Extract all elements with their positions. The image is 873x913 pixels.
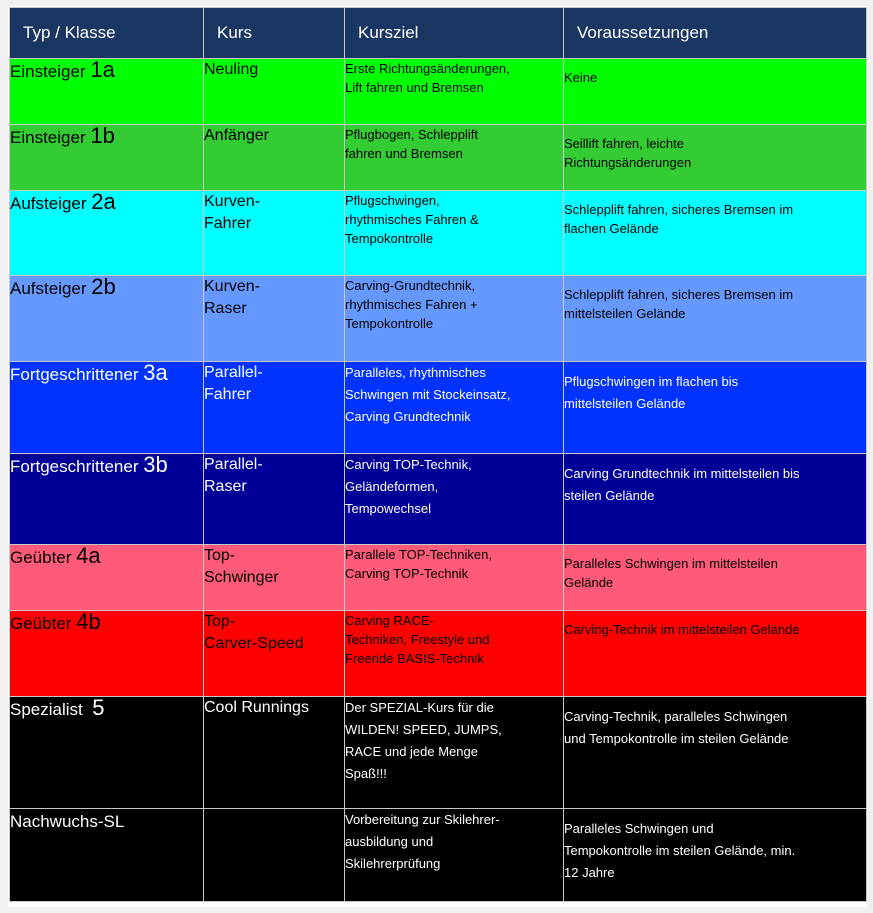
cell-typ-klasse bbox=[10, 362, 204, 454]
kursziel-line: Carving Grundtechnik bbox=[345, 409, 471, 424]
cell-voraussetzungen bbox=[564, 809, 867, 902]
kurs-line: Carver-Speed bbox=[204, 635, 304, 652]
kursziel-line: Tempokontrolle bbox=[345, 231, 434, 246]
klasse-number: 4b bbox=[76, 609, 101, 634]
kursziel-line: fahren und Bremsen bbox=[345, 146, 463, 161]
header-voraussetzungen: Voraussetzungen bbox=[564, 8, 867, 59]
table-row bbox=[10, 545, 867, 611]
cell-kursziel bbox=[345, 809, 564, 902]
table-row bbox=[10, 362, 867, 454]
typ-label: Geübter bbox=[10, 614, 77, 633]
cell-kurs bbox=[204, 809, 345, 902]
kursziel-line: Parallele TOP-Techniken, bbox=[345, 547, 492, 562]
cell-kurs bbox=[204, 454, 345, 545]
cell-voraussetzungen bbox=[564, 545, 867, 611]
kursziel-line: Tempokontrolle bbox=[345, 316, 434, 331]
table-row bbox=[10, 59, 867, 125]
kurs-line: Cool Runnings bbox=[204, 699, 309, 716]
voraussetzung-line: Tempokontrolle im steilen Gelände, min. bbox=[564, 843, 796, 858]
voraussetzung-line: flachen Gelände bbox=[564, 221, 659, 236]
cell-typ-klasse bbox=[10, 454, 204, 545]
kursziel-line: Tempowechsel bbox=[345, 501, 431, 516]
voraussetzung-line: mittelsteilen Gelände bbox=[564, 396, 686, 411]
voraussetzung-line: mittelsteilen Gelände bbox=[564, 306, 686, 321]
klasse-number: 2b bbox=[91, 274, 116, 299]
cell-kursziel bbox=[345, 454, 564, 545]
klasse-number: 1b bbox=[90, 123, 115, 148]
klasse-number: 2a bbox=[91, 189, 116, 214]
cell-kursziel bbox=[345, 545, 564, 611]
voraussetzung-line: Seillift fahren, leichte bbox=[564, 136, 684, 151]
typ-label: Aufsteiger bbox=[10, 194, 92, 213]
kurs-line: Top- bbox=[204, 613, 236, 630]
cell-voraussetzungen bbox=[564, 454, 867, 545]
kursziel-line: Techniken, Freestyle und bbox=[345, 632, 490, 647]
kurs-line: Raser bbox=[204, 478, 247, 495]
table-row bbox=[10, 611, 867, 697]
kursziel-line: Carving-Grundtechnik, bbox=[345, 278, 476, 293]
voraussetzung-line: Gelände bbox=[564, 575, 614, 590]
voraussetzung-line: Richtungsänderungen bbox=[564, 155, 692, 170]
cell-typ-klasse bbox=[10, 125, 204, 191]
cell-kursziel bbox=[345, 611, 564, 697]
header-typ-klasse: Typ / Klasse bbox=[10, 8, 204, 59]
typ-label: Spezialist bbox=[10, 700, 93, 719]
cell-voraussetzungen bbox=[564, 697, 867, 809]
voraussetzung-line: Carving-Technik, paralleles Schwingen bbox=[564, 709, 788, 724]
kursziel-line: Carving TOP-Technik bbox=[345, 566, 469, 581]
voraussetzung-line: Paralleles Schwingen und bbox=[564, 821, 714, 836]
cell-kurs bbox=[204, 276, 345, 362]
table-row bbox=[10, 191, 867, 276]
typ-label: Einsteiger bbox=[10, 62, 91, 81]
voraussetzung-line: Keine bbox=[564, 70, 598, 85]
cell-kursziel bbox=[345, 59, 564, 125]
cell-kursziel bbox=[345, 362, 564, 454]
kursziel-line: Pflugschwingen, bbox=[345, 193, 440, 208]
kursziel-line: Der SPEZIAL-Kurs für die bbox=[345, 700, 494, 715]
typ-label: Fortgeschrittener bbox=[10, 457, 144, 476]
cell-typ-klasse bbox=[10, 611, 204, 697]
kursziel-line: Skilehrerprüfung bbox=[345, 856, 441, 871]
klasse-number: 3b bbox=[143, 452, 168, 477]
kursziel-line: Carving RACE- bbox=[345, 613, 434, 628]
klasse-number: 1a bbox=[90, 57, 115, 82]
klasse-number: 4a bbox=[76, 543, 101, 568]
header-row bbox=[10, 8, 867, 59]
cell-voraussetzungen bbox=[564, 125, 867, 191]
typ-label: Fortgeschrittener bbox=[10, 365, 144, 384]
cell-kurs bbox=[204, 191, 345, 276]
table-row bbox=[10, 697, 867, 809]
kurs-line: Kurven- bbox=[204, 193, 261, 210]
kursziel-line: Erste Richtungsänderungen, bbox=[345, 61, 510, 76]
cell-kursziel bbox=[345, 697, 564, 809]
typ-label: Nachwuchs-SL bbox=[10, 812, 125, 831]
klasse-number: 3a bbox=[143, 360, 168, 385]
header-kurs: Kurs bbox=[204, 8, 345, 59]
kurs-line: Top- bbox=[204, 547, 236, 564]
cell-kursziel bbox=[345, 125, 564, 191]
kurs-line: Parallel- bbox=[204, 456, 263, 473]
course-table bbox=[9, 7, 867, 902]
cell-voraussetzungen bbox=[564, 276, 867, 362]
kursziel-line: Carving TOP-Technik, bbox=[345, 457, 472, 472]
cell-kursziel bbox=[345, 191, 564, 276]
cell-kurs bbox=[204, 125, 345, 191]
cell-kurs bbox=[204, 697, 345, 809]
kursziel-line: Spaß!!! bbox=[345, 766, 387, 781]
klasse-number: 5 bbox=[92, 695, 105, 720]
voraussetzung-line: Schlepplift fahren, sicheres Bremsen im bbox=[564, 287, 794, 302]
kurs-line: Fahrer bbox=[204, 386, 252, 403]
cell-typ-klasse bbox=[10, 276, 204, 362]
cell-typ-klasse bbox=[10, 191, 204, 276]
kurs-line: Anfänger bbox=[204, 127, 269, 144]
cell-voraussetzungen bbox=[564, 191, 867, 276]
cell-voraussetzungen bbox=[564, 362, 867, 454]
header-kursziel: Kursziel bbox=[345, 8, 564, 59]
voraussetzung-line: steilen Gelände bbox=[564, 488, 655, 503]
cell-typ-klasse bbox=[10, 697, 204, 809]
kurs-line: Raser bbox=[204, 300, 247, 317]
kursziel-line: Paralleles, rhythmisches bbox=[345, 365, 486, 380]
kurs-line: Kurven- bbox=[204, 278, 261, 295]
table-row bbox=[10, 809, 867, 902]
typ-label: Geübter bbox=[10, 548, 77, 567]
cell-kurs bbox=[204, 611, 345, 697]
course-table-body bbox=[10, 59, 867, 902]
cell-kursziel bbox=[345, 276, 564, 362]
cell-voraussetzungen bbox=[564, 59, 867, 125]
kurs-line: Fahrer bbox=[204, 215, 252, 232]
voraussetzung-line: Carving-Technik im mittelsteilen Gelände bbox=[564, 622, 800, 637]
voraussetzung-line: Pflugschwingen im flachen bis bbox=[564, 374, 739, 389]
cell-typ-klasse bbox=[10, 809, 204, 902]
typ-label: Aufsteiger bbox=[10, 279, 92, 298]
kursziel-line: ausbildung und bbox=[345, 834, 434, 849]
kursziel-line: Freeride BASIS-Technik bbox=[345, 651, 484, 666]
cell-kurs bbox=[204, 545, 345, 611]
kursziel-line: Vorbereitung zur Skilehrer- bbox=[345, 812, 500, 827]
kursziel-line: Lift fahren und Bremsen bbox=[345, 80, 484, 95]
table-row bbox=[10, 125, 867, 191]
course-table-frame bbox=[8, 6, 867, 907]
table-row bbox=[10, 454, 867, 545]
kursziel-line: rhythmisches Fahren + bbox=[345, 297, 478, 312]
cell-kurs bbox=[204, 362, 345, 454]
typ-label: Einsteiger bbox=[10, 128, 91, 147]
table-row bbox=[10, 276, 867, 362]
kursziel-line: WILDEN! SPEED, JUMPS, bbox=[345, 722, 502, 737]
kurs-line: Schwinger bbox=[204, 569, 279, 586]
voraussetzung-line: 12 Jahre bbox=[564, 865, 615, 880]
voraussetzung-line: Carving Grundtechnik im mittelsteilen bis bbox=[564, 466, 800, 481]
cell-kurs bbox=[204, 59, 345, 125]
kursziel-line: Pflugbogen, Schlepplift bbox=[345, 127, 478, 142]
voraussetzung-line: und Tempokontrolle im steilen Gelände bbox=[564, 731, 789, 746]
kurs-line: Parallel- bbox=[204, 364, 263, 381]
kursziel-line: Schwingen mit Stockeinsatz, bbox=[345, 387, 511, 402]
kursziel-line: rhythmisches Fahren & bbox=[345, 212, 479, 227]
cell-typ-klasse bbox=[10, 545, 204, 611]
kursziel-line: RACE und jede Menge bbox=[345, 744, 478, 759]
kursziel-line: Geländeformen, bbox=[345, 479, 439, 494]
kurs-line: Neuling bbox=[204, 61, 259, 78]
cell-typ-klasse bbox=[10, 59, 204, 125]
cell-voraussetzungen bbox=[564, 611, 867, 697]
voraussetzung-line: Paralleles Schwingen im mittelsteilen bbox=[564, 556, 778, 571]
voraussetzung-line: Schlepplift fahren, sicheres Bremsen im bbox=[564, 202, 794, 217]
